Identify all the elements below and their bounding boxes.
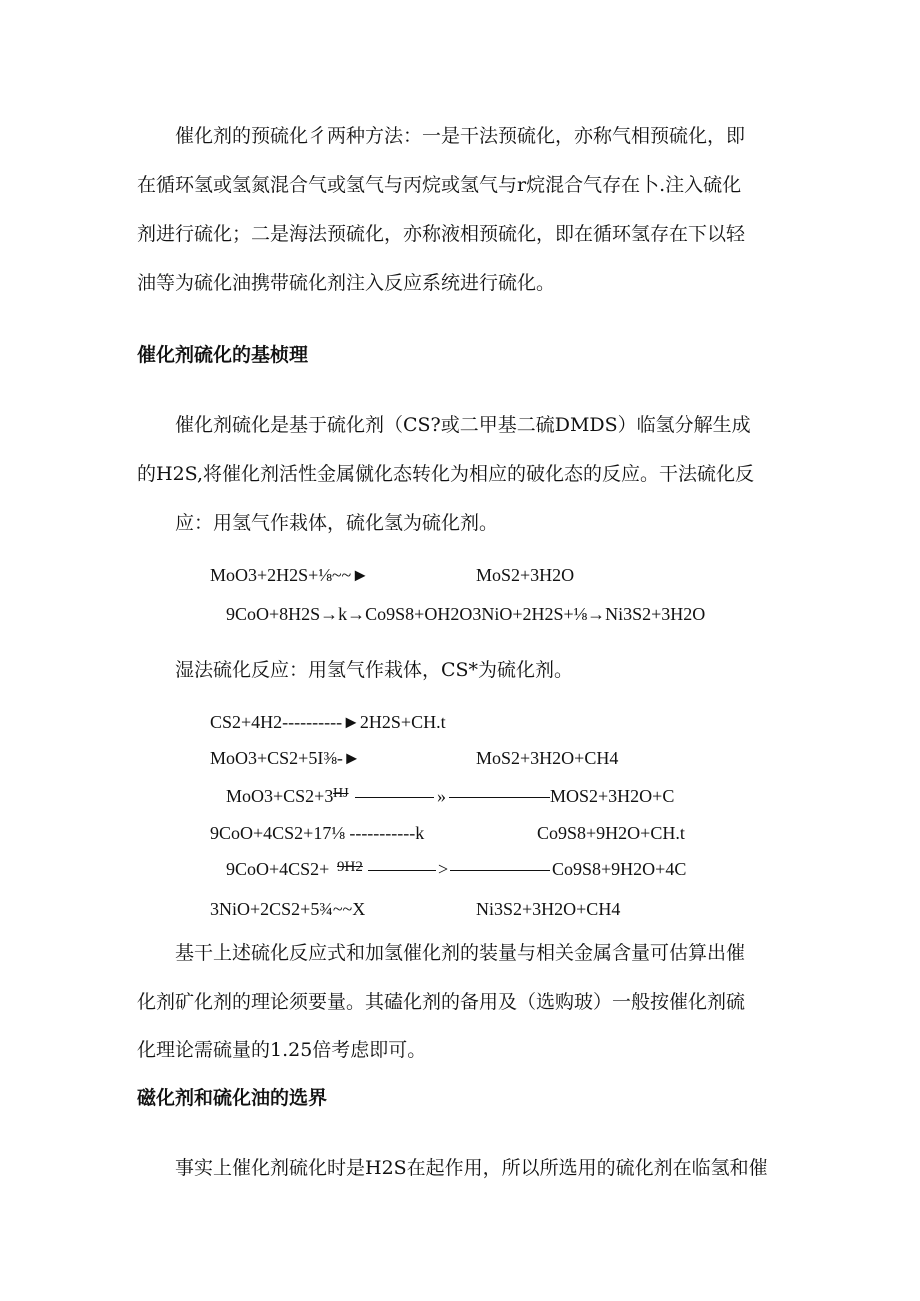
arrow-line <box>355 797 550 798</box>
text-line: 催化剂硫化是基于硫化剂（CS?或二甲基二硫DMDS）临氢分解生成 <box>175 414 751 436</box>
text-line: 油等为硫化油携带硫化剂注入反应系统进行硫化。 <box>137 272 556 294</box>
text-line: 在循环氢或氢氮混合气或氢气与丙烷或氢气与r烷混合气存在卜.注入硫化 <box>137 174 742 196</box>
equation: 9CoO+8H2S→k→Co9S8+OH2O3NiO+2H2S+⅛→Ni3S2+3H2O <box>226 604 706 624</box>
equation: CS2+4H2----------►2H2S+CH.t <box>210 712 446 732</box>
equation-product: MoS2+3H2O <box>476 565 575 585</box>
section-heading: 磁化剂和硫化油的选界 <box>137 1087 328 1109</box>
arrow-head: > <box>438 859 449 879</box>
equation-product: Ni3S2+3H2O+CH4 <box>476 899 621 919</box>
text-line: 化理论需硫量的1.25倍考虑即可。 <box>137 1039 427 1061</box>
equation: MoO3+CS2+5I⅜-► <box>210 748 361 768</box>
text-line: 事实上催化剂硫化时是H2S在起作用，所以所选用的硫化剂在临氢和催 <box>175 1157 768 1179</box>
equation-product: Co9S8+9H2O+CH.t <box>537 823 685 843</box>
text-line: 应：用氢气作栽体，硫化氢为硫化剂。 <box>175 512 499 534</box>
equation: 9CoO+4CS2+ <box>226 859 330 879</box>
equation-struck: HJ <box>333 786 349 801</box>
text-line: 催化剂的预硫化彳两种方法：一是干法预硫化，亦称气相预硫化，即 <box>175 125 746 147</box>
equation-product: MOS2+3H2O+C <box>550 786 675 806</box>
text-line: 的H2S,将催化剂活性金属僦化态转化为相应的破化态的反应。干法硫化反 <box>137 463 755 485</box>
text-line: 基干上述硫化反应式和加氢催化剂的装量与相关金属含量可估算出催 <box>175 942 746 964</box>
equation: 9CoO+4CS2+17⅛ -----------k <box>210 823 425 843</box>
arrow-head: » <box>434 786 449 807</box>
equation-product: Co9S8+9H2O+4C <box>552 859 687 879</box>
equation-product: MoS2+3H2O+CH4 <box>476 748 619 768</box>
equation-struck: 9H2 <box>337 859 363 875</box>
text-line: 湿法硫化反应：用氢气作栽体，CS*为硫化剂。 <box>175 659 574 681</box>
section-heading: 催化剂硫化的基桢理 <box>137 344 309 366</box>
equation: MoO3+2H2S+⅛~~► <box>210 565 370 585</box>
text-line: 剂进行硫化；二是海法预硫化，亦称液相预硫化，即在循环氢存在下以轻 <box>137 223 746 245</box>
equation: 3NiO+2CS2+5¾~~X <box>210 899 366 919</box>
arrow-line <box>368 870 550 871</box>
equation: MoO3+CS2+3 <box>226 786 334 806</box>
text-line: 化剂矿化剂的理论须要量。其磕化剂的备用及（选购玻）一般按催化剂硫 <box>137 991 746 1013</box>
